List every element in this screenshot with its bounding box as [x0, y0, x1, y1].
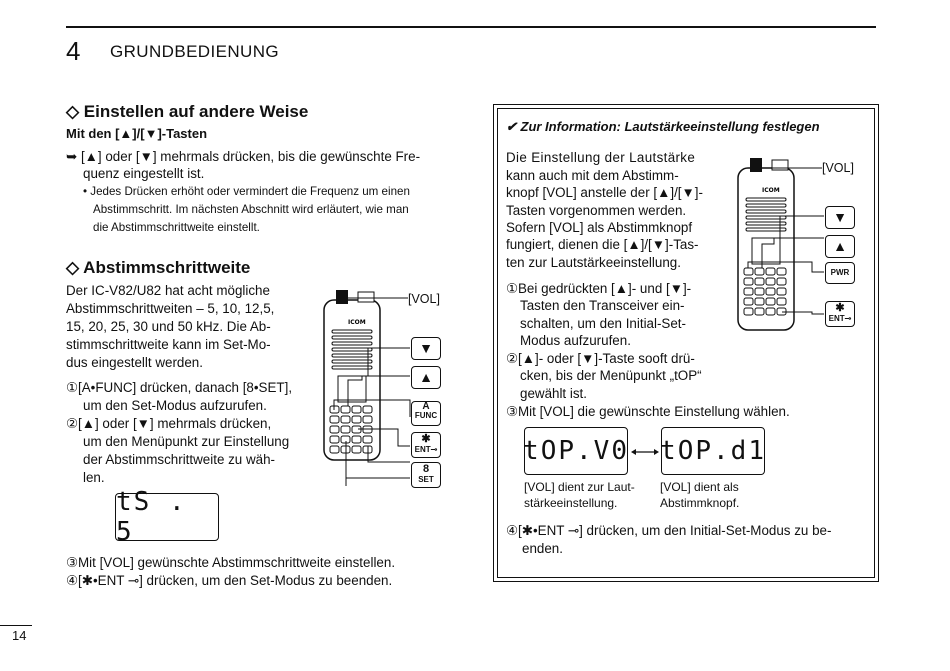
info-step-2-line: cken, bis der Menüpunkt „tOP“ — [520, 368, 702, 383]
step-2-line: um den Menüpunkt zur Einstellung — [83, 434, 290, 449]
info-paragraph-line: fungiert, dienen die [▲]/[▼]-Tas- — [506, 237, 699, 252]
vol-label-right: [VOL] — [822, 161, 854, 175]
vol-label-left: [VOL] — [408, 292, 440, 306]
set-key-top: 8 — [422, 463, 430, 475]
lcd-caption-dial — [660, 479, 739, 511]
pwr-key: PWR — [825, 262, 855, 284]
caption-line: [VOL] dient als — [660, 480, 739, 494]
double-arrow-icon — [630, 446, 660, 458]
up-key-left: ▲ — [411, 366, 441, 389]
caption-line: stärkeeinstellung. — [524, 496, 618, 510]
func-key-label: FUNC — [414, 411, 438, 420]
info-paragraph-line: knopf [VOL] anstelle der [▲]/[▼]- — [506, 185, 703, 200]
lcd-display-dial: tOP.d1 — [661, 427, 765, 475]
bullet-line: Abstimmschritt. Im nächsten Abschnitt wird erläutert, wie man — [93, 203, 409, 216]
info-step-1-line: ①Bei gedrückten [▲]- und [▼]- — [506, 281, 692, 296]
section-title-abstimmschrittweite: ◇ Abstimmschrittweite — [66, 258, 251, 277]
page-number-rule — [0, 625, 32, 626]
section-title-einstellen: ◇ Einstellen auf andere Weise — [66, 102, 309, 121]
ent-key-top: ✱ — [835, 302, 845, 314]
svg-text:ICOM: ICOM — [348, 319, 366, 326]
section-subtitle-tasten: Mit den [▲]/[▼]-Tasten — [66, 126, 208, 141]
func-key-top: A — [422, 401, 430, 412]
info-step-1-line: schalten, um den Initial-Set- — [520, 316, 686, 331]
ent-key-left — [411, 432, 441, 458]
step-1-line: ①[A•FUNC] drücken, danach [8•SET], — [66, 380, 293, 395]
lcd-display-vol: tOP.V0 — [524, 427, 628, 475]
paragraph-line: ➥ [▲] oder [▼] mehrmals drücken, bis die gewünschte Fre- — [66, 149, 421, 164]
step-3-line: ③Mit [VOL] gewünschte Abstimmschrittweite einstellen. — [66, 555, 396, 570]
info-box-title: ✔ Zur Information: Lautstärkeeinstellung festlegen — [506, 119, 820, 134]
ent-key-label: ENT⊸ — [414, 445, 438, 454]
info-step-4-line: enden. — [522, 541, 563, 556]
chapter-title: GRUNDBEDIENUNG — [110, 42, 280, 61]
page-number: 14 — [12, 628, 27, 643]
info-step-1-line: Tasten den Transceiver ein- — [520, 298, 685, 313]
paragraph-line: stimmschrittweite kann im Set-Mo- — [66, 337, 271, 352]
bullet-line: • Jedes Drücken erhöht oder vermindert die Frequenz um einen — [83, 185, 410, 198]
bullet-line: die Abstimmschrittweite einstellt. — [93, 221, 260, 234]
info-paragraph-line: Sofern [VOL] als Abstimmknopf — [506, 220, 693, 235]
info-step-3-line: ③Mit [VOL] die gewünschte Einstellung wählen. — [506, 404, 790, 419]
step-2-line: der Abstimmschrittweite zu wäh- — [83, 452, 275, 467]
paragraph-line: dus eingestellt werden. — [66, 355, 203, 370]
set-key-label: SET — [418, 475, 434, 484]
chapter-number: 4 — [66, 36, 81, 66]
set-key — [411, 462, 441, 488]
func-key — [411, 401, 441, 426]
info-step-4-line: ④[✱•ENT ⊸] drücken, um den Initial-Set-Modus zu be- — [506, 523, 832, 538]
info-paragraph-line: Die Einstellung der Lautstärke — [506, 150, 696, 165]
step-4-line: ④[✱•ENT ⊸] drücken, um den Set-Modus zu beenden. — [66, 573, 393, 588]
ent-key-top: ✱ — [421, 433, 431, 445]
info-step-2-line: ②[▲]- oder [▼]-Taste sooft drü- — [506, 351, 695, 366]
paragraph-line: quenz eingestellt ist. — [83, 166, 205, 181]
caption-line: Abstimmknopf. — [660, 496, 740, 510]
info-step-1-line: Modus aufzurufen. — [520, 333, 631, 348]
paragraph-line: 15, 20, 25, 30 und 50 kHz. Die Ab- — [66, 319, 271, 334]
info-paragraph-line: ten zur Lautstärkeeinstellung. — [506, 255, 681, 270]
lcd-caption-vol — [524, 479, 635, 511]
header-rule — [66, 26, 876, 28]
down-key-left: ▼ — [411, 337, 441, 360]
paragraph-line: Der IC-V82/U82 hat acht mögliche — [66, 283, 270, 298]
info-paragraph-line: Tasten vorgenommen werden. — [506, 203, 687, 218]
info-paragraph-line: kann auch mit dem Abstimm- — [506, 168, 679, 183]
paragraph-line: Abstimmschrittweiten – 5, 10, 12,5, — [66, 301, 275, 316]
caption-line: [VOL] dient zur Laut- — [524, 480, 635, 494]
lcd-display-step: tS . 5 — [115, 493, 219, 541]
step-1-line: um den Set-Modus aufzurufen. — [83, 398, 267, 413]
up-key-right: ▲ — [825, 235, 855, 258]
info-step-2-line: gewählt ist. — [520, 386, 587, 401]
step-2-line: ②[▲] oder [▼] mehrmals drücken, — [66, 416, 272, 431]
ent-key-right — [825, 301, 855, 327]
ent-key-label: ENT⊸ — [828, 314, 852, 323]
svg-text:ICOM: ICOM — [762, 187, 780, 194]
down-key-right: ▼ — [825, 206, 855, 229]
step-2-line: len. — [83, 470, 105, 485]
